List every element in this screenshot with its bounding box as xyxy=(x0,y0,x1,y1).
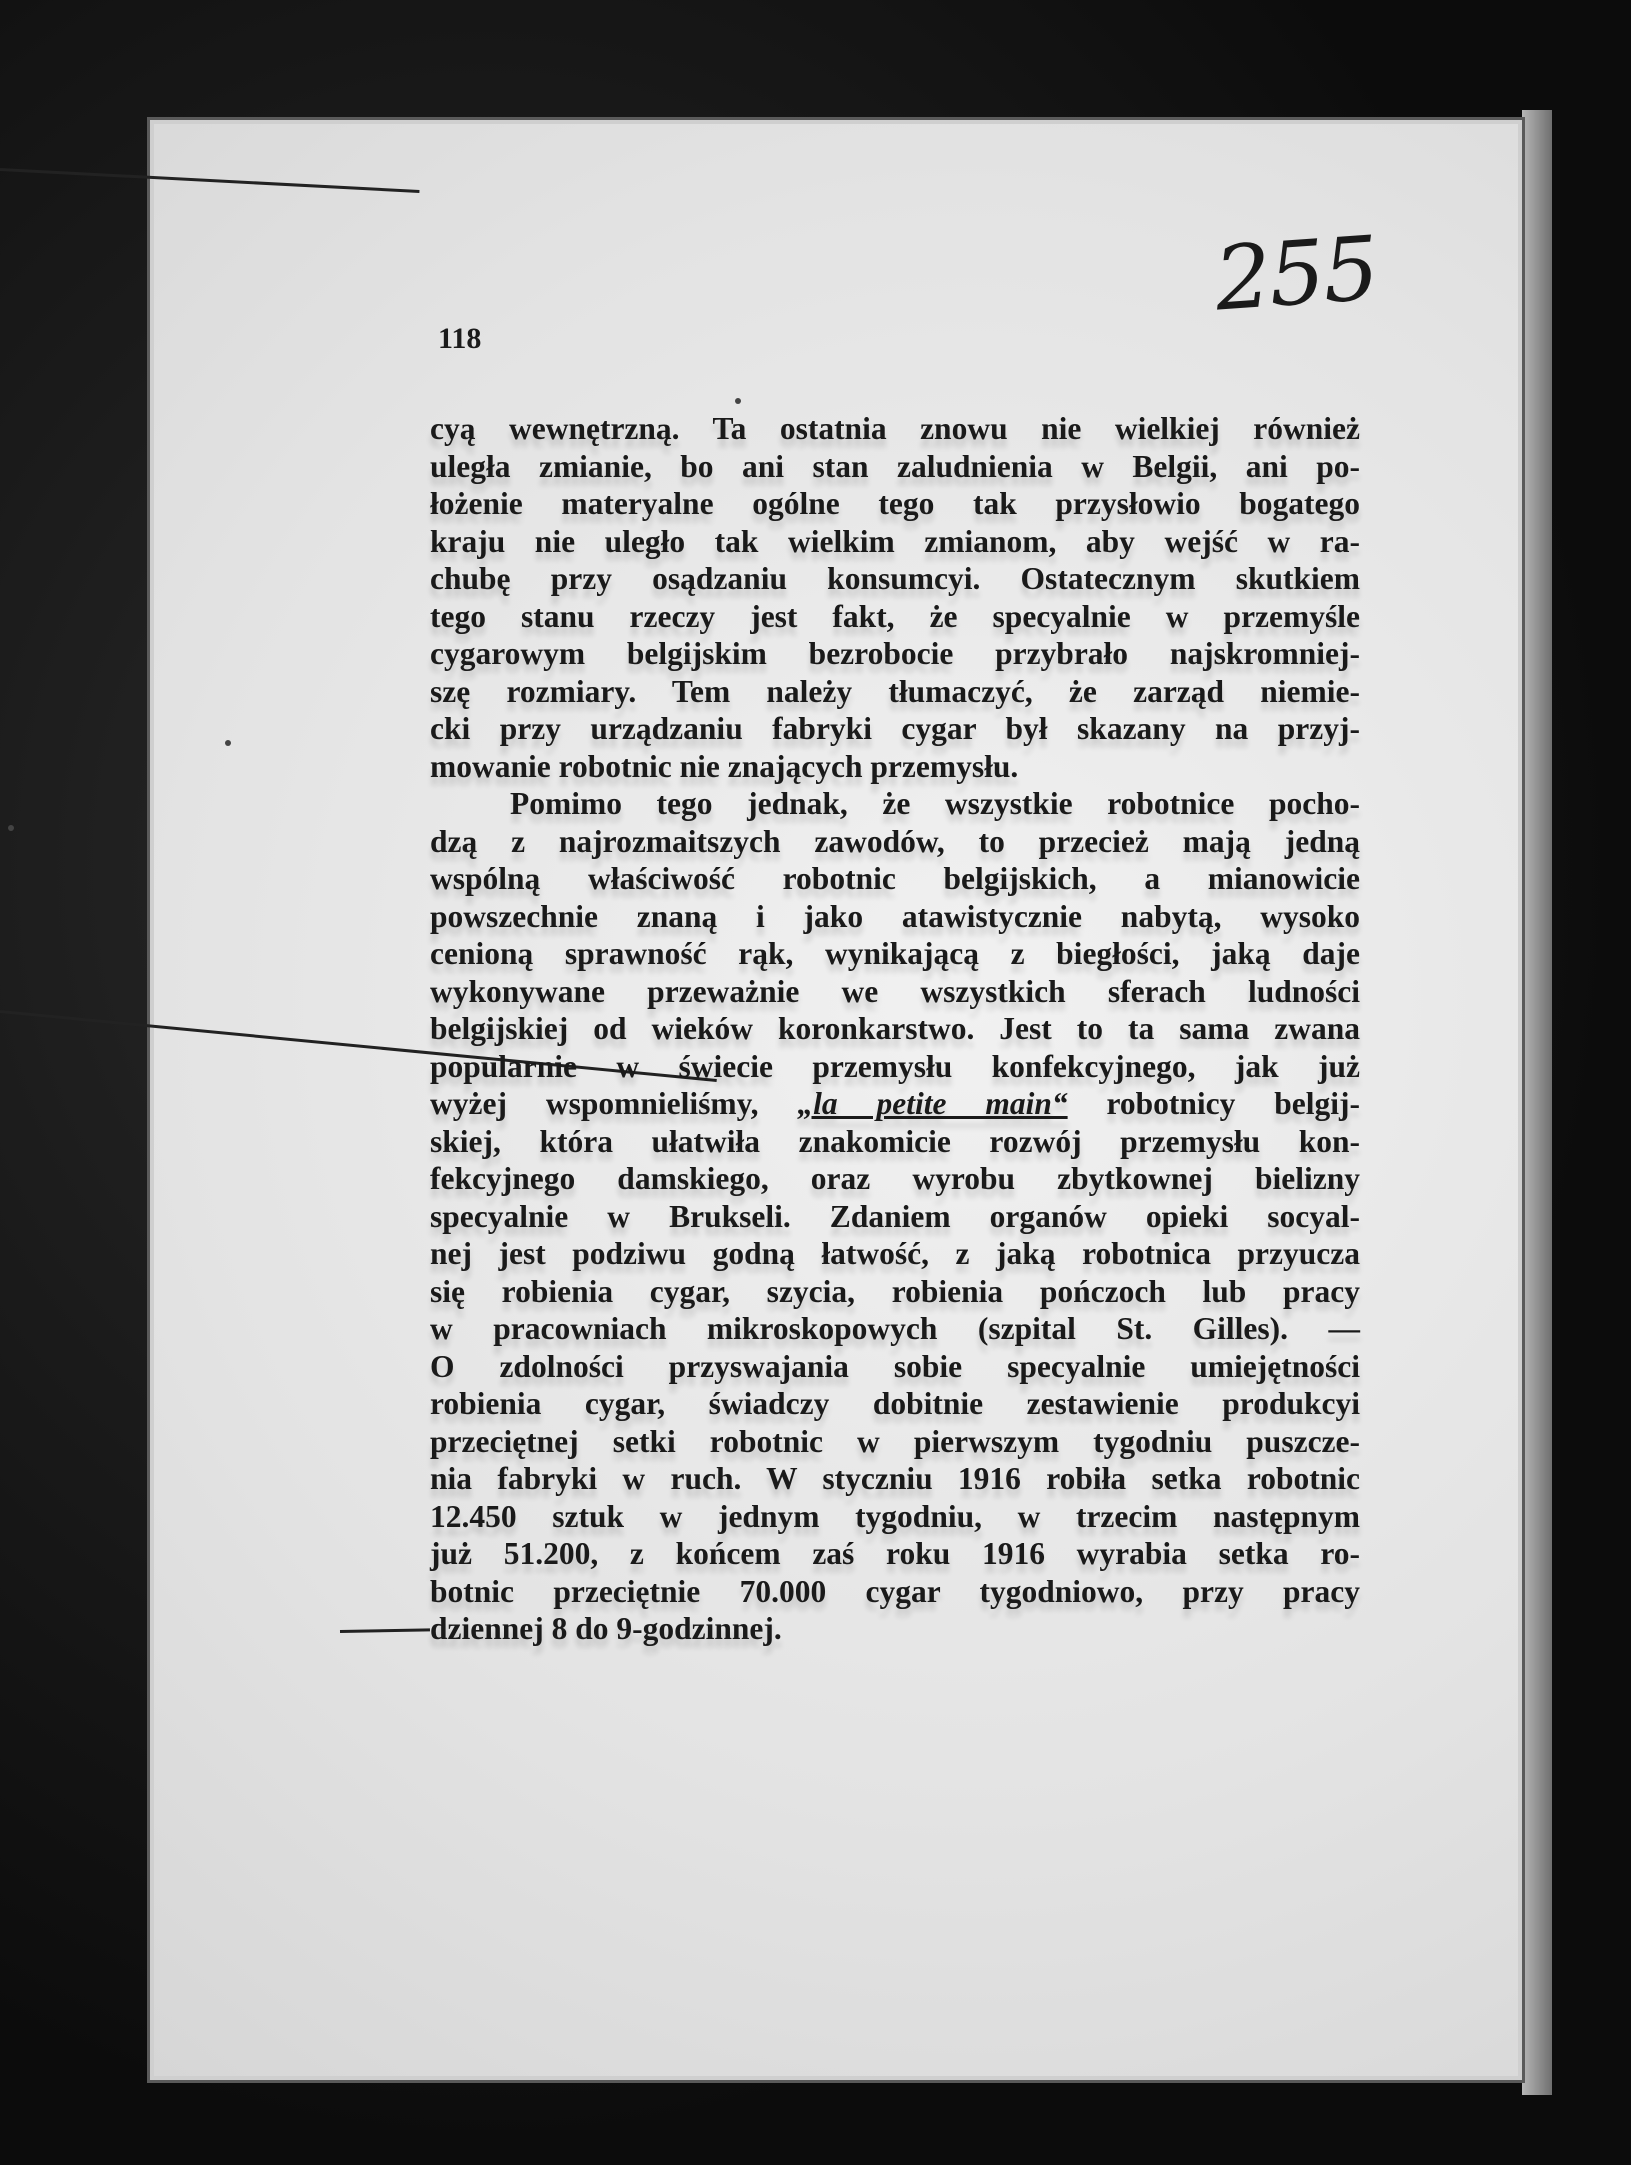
text-line: fekcyjnego damskiego, oraz wyrobu zbytkownej bielizny xyxy=(430,1161,1360,1196)
text-fragment: wyżej wspomnieliśmy, xyxy=(430,1086,759,1121)
text-line: cenioną sprawność rąk, wynikającą z biegłości, jaką daje xyxy=(430,936,1360,971)
text-line: botnic przeciętnie 70.000 cygar tygodniowo, przy pracy xyxy=(430,1573,1360,1609)
text-line: dziennej 8 do 9-godzinnej. xyxy=(430,1611,782,1646)
text-line-with-italic xyxy=(430,1085,1360,1123)
text-line: mowanie robotnic nie znających przemysłu. xyxy=(430,748,1019,784)
text-fragment: robotnicy belgij- xyxy=(1106,1086,1361,1121)
text-line: łożenie materyalne ogólne tego tak przysłowio bogatego xyxy=(430,486,1360,521)
text-line: dzą z najrozmaitszych zawodów, to przecież mają jedną xyxy=(430,823,1360,859)
text-line: skiej, która ułatwiła znakomicie rozwój przemysłu kon- xyxy=(430,1123,1360,1159)
text-line: wspólną właściwość robotnic belgijskich, a mianowicie xyxy=(430,861,1360,896)
text-line: Pomimo tego jednak, że wszystkie robotnice pocho- xyxy=(510,786,1360,821)
text-line: już 51.200, z końcem zaś roku 1916 wyrabia setka ro- xyxy=(430,1536,1360,1571)
text-line: specyalnie w Brukseli. Zdaniem organów opieki socyal- xyxy=(430,1198,1360,1234)
text-line: belgijskiej od wieków koronkarstwo. Jest to ta sama zwana xyxy=(430,1011,1360,1046)
text-line: O zdolności przyswajania sobie specyalnie umiejętności xyxy=(430,1348,1360,1384)
text-line: nia fabryki w ruch. W styczniu 1916 robiła setka robotnic xyxy=(430,1461,1360,1496)
scan-speck xyxy=(735,398,741,404)
text-line: się robienia cygar, szycia, robienia pończoch lub pracy xyxy=(430,1273,1360,1309)
text-line: tego stanu rzeczy jest fakt, że specyalnie w przemyśle xyxy=(430,598,1360,634)
text-line: uległa zmianie, bo ani stan zaludnienia w Belgii, ani po- xyxy=(430,448,1360,484)
text-line: robienia cygar, świadczy dobitnie zestawienie produkcyi xyxy=(430,1386,1360,1421)
body-text xyxy=(430,410,1360,1648)
text-line: powszechnie znaną i jako atawistycznie nabytą, wysoko xyxy=(430,898,1360,934)
text-line: 12.450 sztuk w jednym tygodniu, w trzecim następnym xyxy=(430,1498,1360,1534)
text-line: popularnie w świecie przemysłu konfekcyjnego, jak już xyxy=(430,1048,1360,1084)
italic-phrase: „la petite main“ xyxy=(797,1086,1068,1121)
text-line: cki przy urządzaniu fabryki cygar był skazany na przyj- xyxy=(430,711,1360,746)
text-line: szę rozmiary. Tem należy tłumaczyć, że zarząd niemie- xyxy=(430,673,1360,709)
text-line: cyą wewnętrzną. Ta ostatnia znowu nie wielkiej również xyxy=(430,411,1360,446)
adjacent-page-edge xyxy=(1522,110,1552,2095)
text-line: nej jest podziwu godną łatwość, z jaką robotnica przyucza xyxy=(430,1236,1360,1271)
scan-speck xyxy=(8,825,14,831)
scan-speck xyxy=(225,740,231,746)
text-line: chubę przy osądzaniu konsumcyi. Ostatecznym skutkiem xyxy=(430,561,1360,596)
text-line: wykonywane przeważnie we wszystkich sferach ludności xyxy=(430,973,1360,1009)
text-line: w pracowniach mikroskopowych (szpital St. Gilles). — xyxy=(430,1311,1360,1346)
text-line: kraju nie uległo tak wielkim zmianom, aby wejść w ra- xyxy=(430,523,1360,559)
page-number: 118 xyxy=(438,322,482,355)
text-line: cygarowym belgijskim bezrobocie przybrało najskromniej- xyxy=(430,636,1360,671)
handwritten-folio-number: 255 xyxy=(1211,216,1381,331)
text-line: przeciętnej setki robotnic w pierwszym tygodniu puszcze- xyxy=(430,1423,1360,1459)
